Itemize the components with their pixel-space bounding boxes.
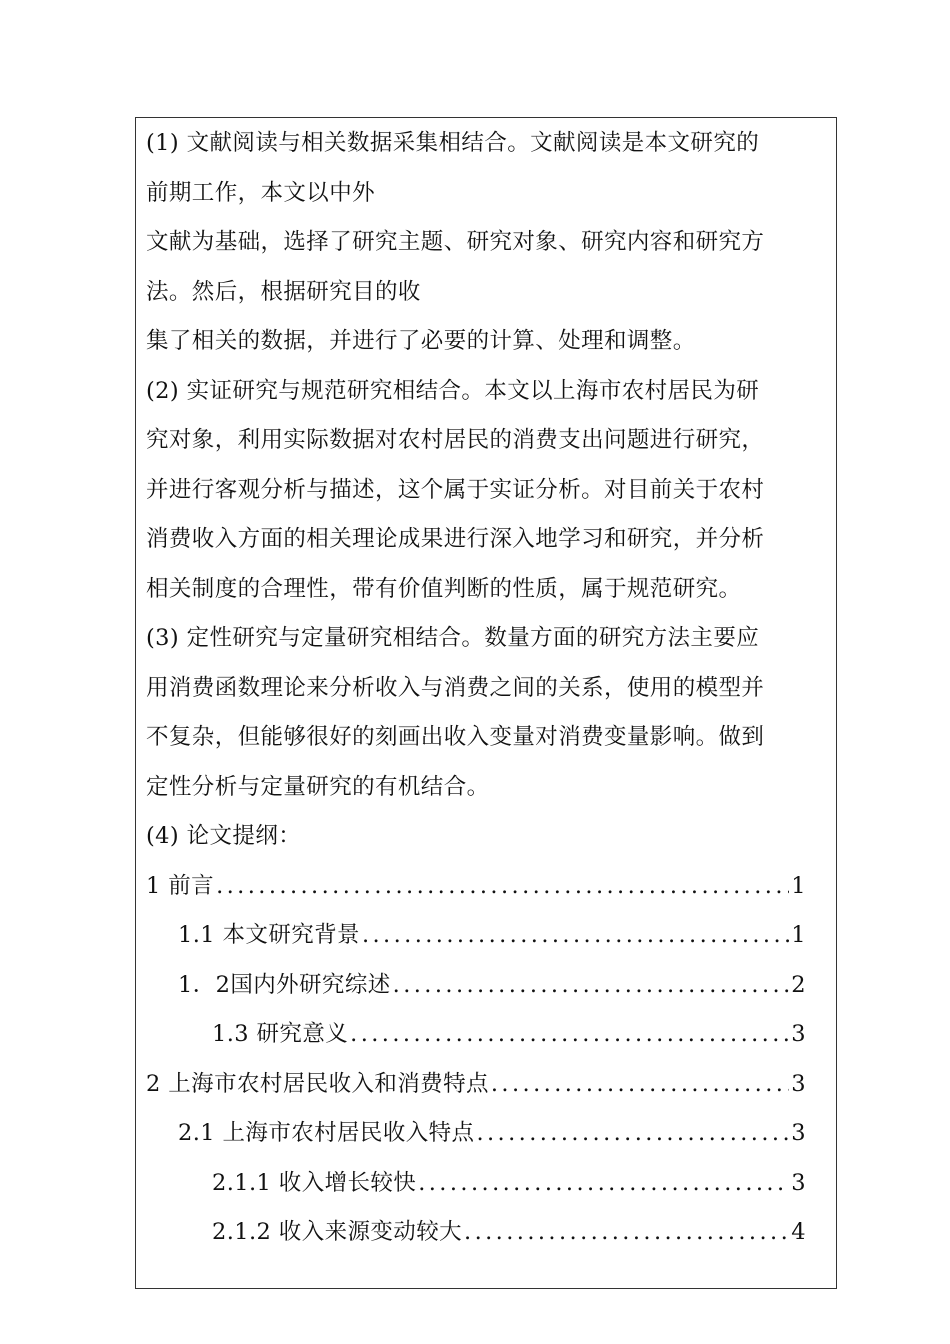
paragraph-line: (3) 定性研究与定量研究相结合。数量方面的研究方法主要应 [146,625,760,651]
toc-entry [146,1159,806,1209]
toc-leader-dots [216,862,789,912]
toc-page-number: 3 [791,1169,806,1196]
toc-page-number: 3 [791,1070,806,1097]
toc-entry-label: 1.3 研究意义 [212,1021,349,1047]
paragraph-line: 用消费函数理论来分析收入与消费之间的关系，使用的模型并 [146,674,765,701]
toc-page-number: 1 [791,922,806,948]
paragraph-line: 定性分析与定量研究的有机结合。 [146,773,490,800]
toc-entry [146,1010,806,1060]
paragraph-line: 前期工作，本文以中外 [146,179,376,206]
toc-leader-dots [418,1159,789,1209]
toc-entry [146,862,806,912]
toc-entry [146,911,806,961]
toc-entry [146,1109,806,1159]
paragraph-line: 法。然后，根据研究目的收 [146,278,421,305]
paragraph-line: 相关制度的合理性，带有价值判断的性质，属于规范研究。 [146,575,742,602]
toc-page-number: 2 [791,971,806,998]
document-body [146,119,836,1258]
toc-entry-label: 2.1 上海市农村居民收入特点 [178,1120,475,1146]
paragraph-line: 并进行客观分析与描述，这个属于实证分析。对目前关于农村 [146,476,765,503]
toc-entry [146,1208,806,1258]
toc-entry-label: 2.1.1 收入增长较快 [212,1169,417,1196]
outline-heading: (4) 论文提纲： [146,823,302,849]
paragraph-line: (2) 实证研究与规范研究相结合。本文以上海市农村居民为研 [146,377,760,404]
toc-leader-dots [393,961,790,1011]
paragraph-line: 集了相关的数据，并进行了必要的计算、处理和调整。 [146,328,696,354]
paragraph-line: 消费收入方面的相关理论成果进行深入地学习和研究，并分析 [146,526,765,552]
toc-entry-label: 2.1.2 收入来源变动较大 [212,1219,463,1245]
toc-leader-dots [362,911,789,961]
paragraph-line: 究对象，利用实际数据对农村居民的消费支出问题进行研究， [146,427,765,453]
toc-page-number: 3 [791,1120,806,1146]
toc-page-number: 3 [791,1021,806,1047]
toc-leader-dots [464,1208,789,1258]
toc-entry-label: 1.1 本文研究背景 [178,922,360,948]
toc-entry-label: 1．2国内外研究综述 [178,971,391,998]
toc-leader-dots [476,1109,789,1159]
toc-leader-dots [350,1010,789,1060]
toc-page-number: 1 [791,872,806,899]
toc-entry [146,1060,806,1110]
toc-entry-label: 2 上海市农村居民收入和消费特点 [146,1070,489,1097]
paragraph-line: 不复杂，但能够很好的刻画出收入变量对消费变量影响。做到 [146,724,765,750]
toc-page-number: 4 [791,1219,806,1245]
toc-entry-label: 1 前言 [146,872,215,899]
toc-leader-dots [491,1060,789,1110]
paragraph-line: 文献为基础，选择了研究主题、研究对象、研究内容和研究方 [146,229,765,255]
paragraph-line: (1) 文献阅读与相关数据采集相结合。文献阅读是本文研究的 [146,130,760,156]
toc-entry [146,961,806,1011]
